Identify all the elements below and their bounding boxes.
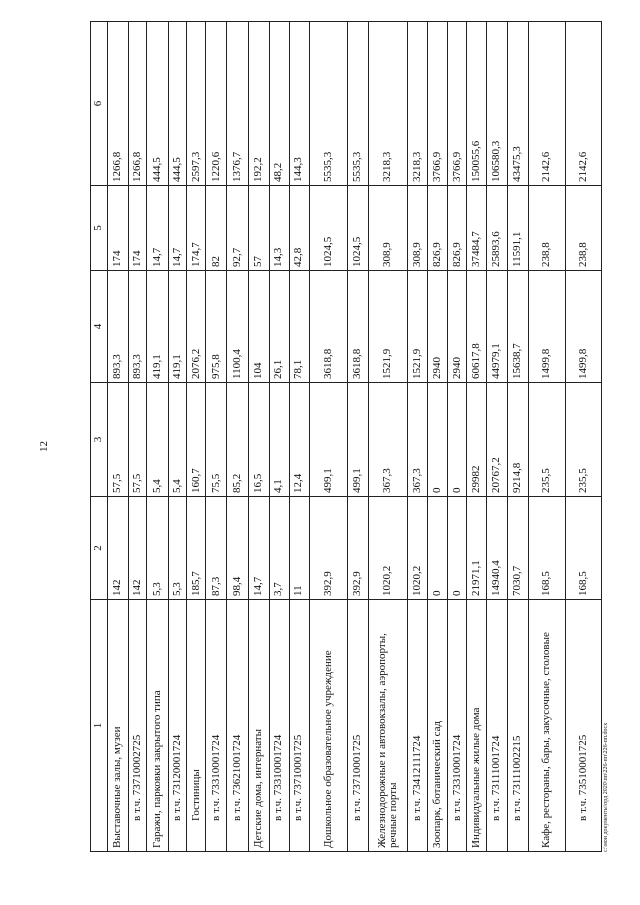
page-number: 12 (38, 441, 50, 452)
value-cell: 43475,3 (507, 22, 528, 186)
value-cell: 37484,7 (467, 186, 487, 271)
value-cell: 174 (108, 186, 129, 271)
row-label-cell: в т.ч. 73412111724 (408, 600, 428, 852)
value-cell: 15638,7 (507, 271, 528, 383)
value-cell: 3618,8 (347, 271, 368, 383)
table-row (309, 22, 347, 852)
table-row (129, 22, 147, 852)
value-cell: 60617,8 (467, 271, 487, 383)
value-cell: 3,7 (269, 497, 289, 600)
value-cell: 11591,1 (507, 186, 528, 271)
value-cell: 444,5 (147, 22, 169, 186)
row-label-cell: в т.ч. 73510001725 (565, 600, 601, 852)
value-cell: 16,5 (248, 383, 269, 497)
table-row (507, 22, 528, 852)
value-cell: 2940 (428, 271, 448, 383)
value-cell: 367,3 (369, 383, 408, 497)
value-cell: 235,5 (565, 383, 601, 497)
row-label-cell: в т.ч. 73310001724 (269, 600, 289, 852)
value-cell: 3766,9 (428, 22, 448, 186)
header-cell: 4 (91, 271, 108, 383)
row-label-cell: в т.ч. 73310001724 (206, 600, 227, 852)
value-cell: 1521,9 (408, 271, 428, 383)
table-row (347, 22, 368, 852)
value-cell: 5,4 (147, 383, 169, 497)
value-cell: 238,8 (565, 186, 601, 271)
value-cell: 1521,9 (369, 271, 408, 383)
value-cell: 1020,2 (408, 497, 428, 600)
value-cell: 21971,1 (467, 497, 487, 600)
header-cell: 3 (91, 383, 108, 497)
value-cell: 235,5 (528, 383, 565, 497)
value-cell: 85,2 (227, 383, 248, 497)
value-cell: 826,9 (448, 186, 467, 271)
row-label-cell: Детские дома, интернаты (248, 600, 269, 852)
value-cell: 14,7 (169, 186, 187, 271)
value-cell: 104 (248, 271, 269, 383)
value-cell: 87,3 (206, 497, 227, 600)
value-cell: 7030,7 (507, 497, 528, 600)
value-cell: 1499,8 (528, 271, 565, 383)
value-cell: 0 (448, 383, 467, 497)
value-cell: 3218,3 (408, 22, 428, 186)
value-cell: 2142,6 (565, 22, 601, 186)
value-cell: 2142,6 (528, 22, 565, 186)
value-cell: 150055,6 (467, 22, 487, 186)
table-row (528, 22, 565, 852)
value-cell: 826,9 (428, 186, 448, 271)
table-row (169, 22, 187, 852)
value-cell: 142 (129, 497, 147, 600)
value-cell: 1220,6 (206, 22, 227, 186)
row-label-cell: Выставочные залы, музеи (108, 600, 129, 852)
value-cell: 1024,5 (347, 186, 368, 271)
value-cell: 82 (206, 186, 227, 271)
value-cell: 499,1 (347, 383, 368, 497)
value-cell: 2597,3 (187, 22, 206, 186)
table-row (565, 22, 601, 852)
value-cell: 168,5 (528, 497, 565, 600)
table-row (448, 22, 467, 852)
value-cell: 2940 (448, 271, 467, 383)
rotated-table-container (90, 22, 602, 852)
value-cell: 57,5 (129, 383, 147, 497)
value-cell: 75,5 (206, 383, 227, 497)
row-label-cell: Гостиницы (187, 600, 206, 852)
value-cell: 78,1 (289, 271, 309, 383)
value-cell: 1499,8 (565, 271, 601, 383)
value-cell: 419,1 (147, 271, 169, 383)
value-cell: 1020,2 (369, 497, 408, 600)
value-cell: 192,2 (248, 22, 269, 186)
value-cell: 106580,3 (487, 22, 507, 186)
value-cell: 48,2 (269, 22, 289, 186)
value-cell: 29982 (467, 383, 487, 497)
header-cell: 5 (91, 186, 108, 271)
value-cell: 57 (248, 186, 269, 271)
value-cell: 238,8 (528, 186, 565, 271)
value-cell: 308,9 (369, 186, 408, 271)
row-label-cell: в т.ч. 73710001725 (289, 600, 309, 852)
value-cell: 12,4 (289, 383, 309, 497)
value-cell: 1100,4 (227, 271, 248, 383)
table-row (289, 22, 309, 852)
value-cell: 142 (108, 497, 129, 600)
row-label-cell: в т.ч. 73710002725 (129, 600, 147, 852)
value-cell: 3218,3 (369, 22, 408, 186)
value-cell: 0 (448, 497, 467, 600)
row-label-cell: в т.ч. 73111001724 (487, 600, 507, 852)
value-cell: 0 (428, 383, 448, 497)
value-cell: 2076,2 (187, 271, 206, 383)
value-cell: 174,7 (187, 186, 206, 271)
row-label-cell: Зоопарк, ботанический сад (428, 600, 448, 852)
value-cell: 3618,8 (309, 271, 347, 383)
value-cell: 14940,4 (487, 497, 507, 600)
value-cell: 26,1 (269, 271, 289, 383)
header-cell: 2 (91, 497, 108, 600)
row-label-cell: Кафе, рестораны, бары, закусочные, столовые (528, 600, 565, 852)
table-row (269, 22, 289, 852)
value-cell: 419,1 (169, 271, 187, 383)
value-cell: 1376,7 (227, 22, 248, 186)
value-cell: 25893,6 (487, 186, 507, 271)
value-cell: 392,9 (347, 497, 368, 600)
value-cell: 893,3 (129, 271, 147, 383)
value-cell: 0 (428, 497, 448, 600)
value-cell: 1266,8 (108, 22, 129, 186)
row-label-cell: в т.ч. 73710001725 (347, 600, 368, 852)
value-cell: 185,7 (187, 497, 206, 600)
value-cell: 98,4 (227, 497, 248, 600)
table-row (227, 22, 248, 852)
row-label-cell: Индивидуальные жилые дома (467, 600, 487, 852)
table-row (408, 22, 428, 852)
value-cell: 1266,8 (129, 22, 147, 186)
header-cell: 6 (91, 22, 108, 186)
table-row (147, 22, 169, 852)
value-cell: 5,4 (169, 383, 187, 497)
value-cell: 160,7 (187, 383, 206, 497)
value-cell: 20767,2 (487, 383, 507, 497)
table-row (369, 22, 408, 852)
value-cell: 5535,3 (347, 22, 368, 186)
row-label-cell: Гаражи, парковки закрытого типа (147, 600, 169, 852)
value-cell: 308,9 (408, 186, 428, 271)
value-cell: 975,8 (206, 271, 227, 383)
value-cell: 5535,3 (309, 22, 347, 186)
value-cell: 5,3 (147, 497, 169, 600)
header-cell: 1 (91, 600, 108, 852)
table-row (428, 22, 448, 852)
value-cell: 14,7 (248, 497, 269, 600)
value-cell: 168,5 (565, 497, 601, 600)
value-cell: 3766,9 (448, 22, 467, 186)
row-label-cell: Дошкольное образовательное учреждение (309, 600, 347, 852)
value-cell: 42,8 (289, 186, 309, 271)
value-cell: 893,3 (108, 271, 129, 383)
value-cell: 392,9 (309, 497, 347, 600)
table-row (467, 22, 487, 852)
value-cell: 174 (129, 186, 147, 271)
table-row (487, 22, 507, 852)
value-cell: 14,3 (269, 186, 289, 271)
value-cell: 92,7 (227, 186, 248, 271)
data-table (90, 21, 602, 852)
value-cell: 5,3 (169, 497, 187, 600)
row-label-cell: в т.ч. 73111002215 (507, 600, 528, 852)
row-label-cell: Железнодорожные и автовокзалы, аэропорты, речные порты (369, 600, 408, 852)
row-label-cell: в т.ч. 73310001724 (448, 600, 467, 852)
table-row (187, 22, 206, 852)
value-cell: 367,3 (408, 383, 428, 497)
value-cell: 499,1 (309, 383, 347, 497)
value-cell: 14,7 (147, 186, 169, 271)
value-cell: 444,5 (169, 22, 187, 186)
table-row (248, 22, 269, 852)
value-cell: 44979,1 (487, 271, 507, 383)
value-cell: 9214,8 (507, 383, 528, 497)
footer-file-path: c:\мои документы\орд 2020\пп\226-пп\226-пп.docx (603, 722, 609, 852)
row-label-cell: в т.ч. 73120001724 (169, 600, 187, 852)
row-label-cell: в т.ч. 73621001724 (227, 600, 248, 852)
value-cell: 11 (289, 497, 309, 600)
value-cell: 1024,5 (309, 186, 347, 271)
table-row (108, 22, 129, 852)
table-row (206, 22, 227, 852)
value-cell: 4,1 (269, 383, 289, 497)
value-cell: 144,3 (289, 22, 309, 186)
table-header-row (91, 22, 108, 852)
value-cell: 57,5 (108, 383, 129, 497)
